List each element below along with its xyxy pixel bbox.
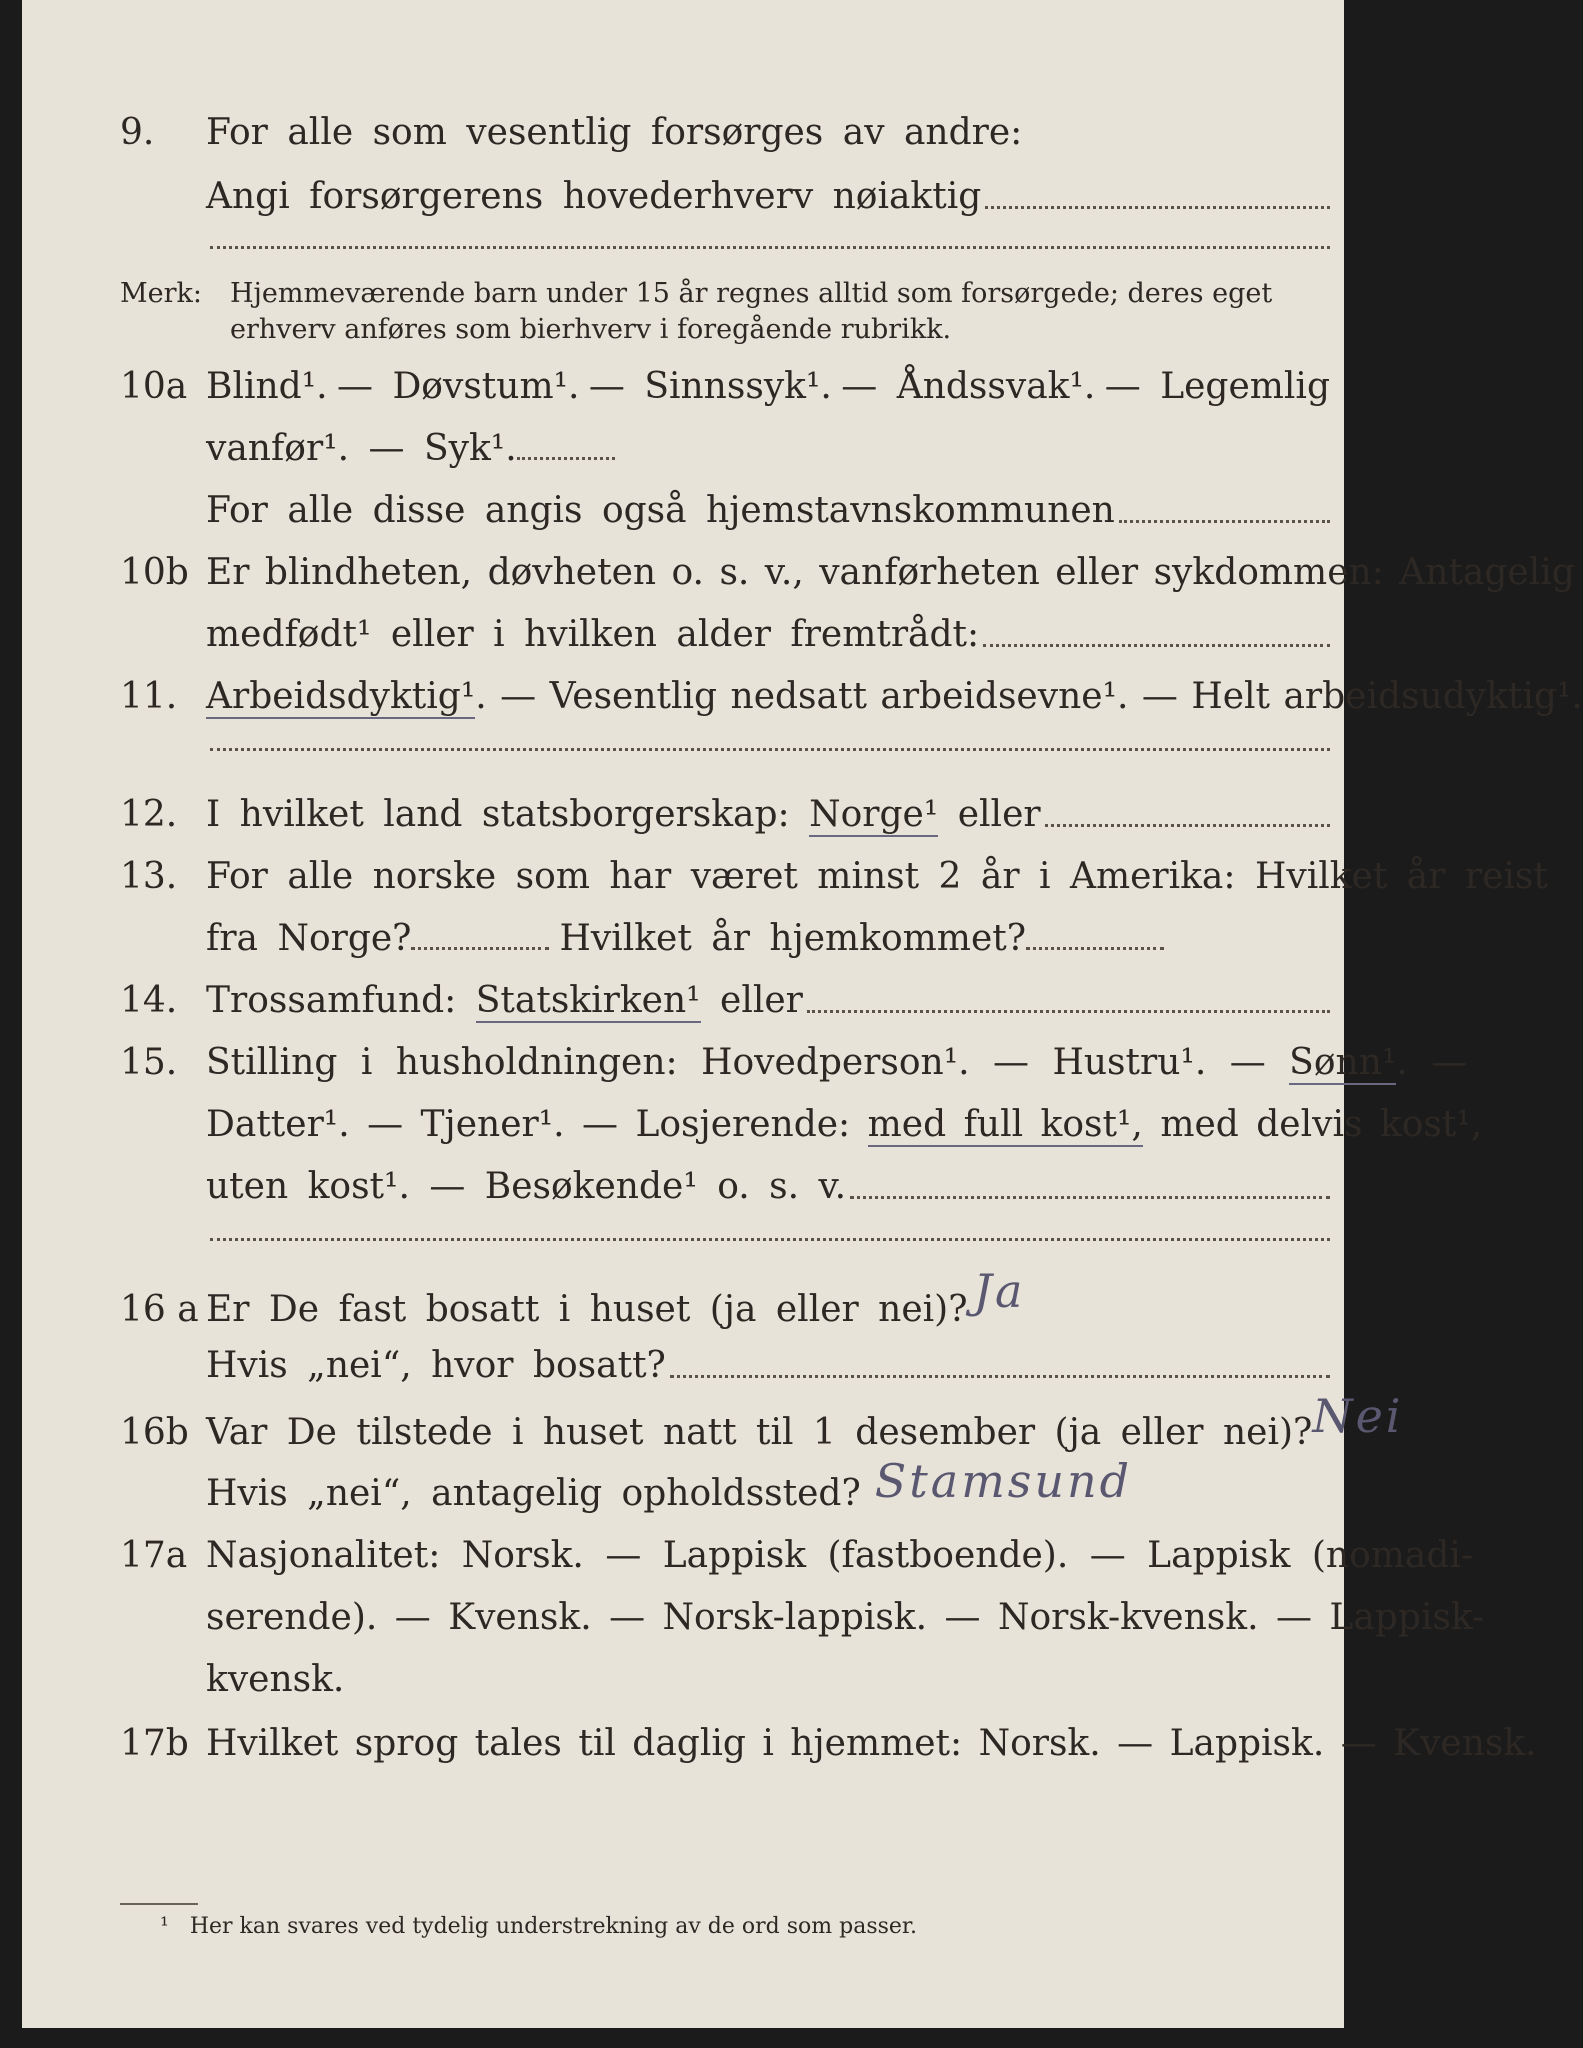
q10b	[120, 552, 1575, 594]
q17a-line2: serende). — Kvensk. — Norsk-lappisk. — Norsk-kvensk. — Lappisk-	[206, 1597, 1485, 1638]
q10b-line1: Er blindheten, døvheten o. s. v., vanførheten eller sykdommen: Antagelig	[206, 552, 1575, 593]
q17b-number: 17b	[120, 1723, 189, 1764]
q15-line3: uten kost¹. — Besøkende¹ o. s. v.	[206, 1166, 847, 1207]
footnote-text: Her kan svares ved tydelig understrekning av de ord som passer.	[189, 1914, 918, 1939]
q15-number: 15.	[120, 1042, 178, 1083]
q16b-line1: Var De tilstede i huset natt til 1 desember (ja eller nei)?	[206, 1412, 1313, 1453]
q10b-line2: medfødt¹ eller i hvilken alder fremtrådt:	[206, 614, 980, 655]
merk-text: Hjemmeværende barn under 15 år regnes alltid som forsørgede; deres eget erhverv anføres som bierhverv i foregående rubrikk.	[230, 278, 1273, 345]
q14-answer-field[interactable]	[807, 1010, 1330, 1013]
q13	[120, 856, 1548, 898]
q15-answer-field[interactable]	[850, 1196, 1330, 1199]
q12-number: 12.	[120, 794, 178, 835]
merk-label: Merk:	[120, 278, 202, 309]
footnote-marker: ¹	[160, 1914, 169, 1939]
q17a-number: 17a	[120, 1535, 188, 1576]
q10a-line3: For alle disse angis også hjemstavnskommunen	[206, 490, 1115, 531]
q10a-answer-field[interactable]	[517, 457, 615, 460]
q13-part1: fra Norge?	[206, 918, 412, 959]
q15: 15. Stilling i husholdningen: Hovedperson¹. — Hustru¹. — Sønn¹. —	[120, 1042, 1468, 1083]
q14-number: 14.	[120, 980, 178, 1021]
q11-number: 11.	[120, 676, 178, 717]
q16b	[120, 1389, 1404, 1454]
q11	[120, 676, 1583, 718]
q16a-line2: Hvis „nei“, hvor bosatt?	[206, 1345, 666, 1386]
q12-answer-field[interactable]	[1045, 824, 1330, 827]
q16a	[120, 1264, 1330, 1331]
q17a-line3: kvensk.	[206, 1659, 345, 1700]
q9-number: 9.	[120, 112, 155, 153]
q14: 14. Trossamfund: Statskirken¹ eller	[120, 980, 1330, 1022]
q16a-answer-field[interactable]	[670, 1375, 1330, 1378]
form-body: 9. For alle som vesentlig forsørges av andre: Angi forsørgerens hovederhverv nøiaktig Merk: Hjemmeværende barn under 15 år regnes alltid som forsørgede; deres eget erhverv anføres som bierhverv i foregående rubrikk. 10a Blind¹. — Døvstum¹. — Sinnssyk¹. — Åndssvak¹. — Legemlig vanfør¹. — Syk¹. For alle disse angis også hjemstavnskommunen 10b Er blindheten, døvheten o. s. v., vanførheten eller sykdommen: Antagelig medfødt¹ eller i hvilken alder fremtrådt: 11. Arbeidsdyktig¹. — Vesentlig nedsatt arbeidsevne¹. — Helt arbeidsudyktig¹. 12. I hvilket land statsborgerskap: Norge¹ eller 13. For alle norske som har været minst 2 år i Amerika: Hvilket år reist fra Norge? Hvilket år hjemkommet? 14. Trossamfund: Statskirken¹ eller 15. Stilling i husholdningen: Hovedperson¹. — Hustru¹. — Sønn¹. — Datter¹. — Tjener¹. — Losjerende: med full kost¹, med delvis kost¹, uten kost¹. — Besøkende¹ o. s. v. 16 a Er De fast bosatt i huset (ja eller nei)? Ja Hvis „nei“, hvor bosatt? 16b Var De tilstede i huset natt til 1 desember (ja eller nei)? Nei Hvis „nei“, antagelig opholdssted? Stamsund 17a Nasjonalitet: Norsk. — Lappisk (fastboende). — Lappisk (nomadi- serende). — Kvensk. — Norsk-lappisk. — Norsk-kvensk. — Lappisk- kvensk. 17b Hvilket sprog tales til daglig i hjemmet: Norsk. — Lappisk. — Kvensk.	[120, 112, 1583, 1764]
q16b-line2: Hvis „nei“, antagelig opholdssted?	[206, 1473, 861, 1514]
q13-return-field[interactable]	[1026, 947, 1164, 950]
q10a-home-field[interactable]	[1119, 520, 1330, 523]
q13-departure-field[interactable]	[411, 947, 549, 950]
q11-answer-field[interactable]	[210, 748, 1330, 751]
q13-number: 13.	[120, 856, 178, 897]
q12	[120, 794, 1330, 836]
q15-answer-field-2[interactable]	[210, 1238, 1330, 1241]
q10b-number: 10b	[120, 552, 189, 593]
q17a	[120, 1535, 1474, 1577]
q9-answer-field[interactable]	[985, 206, 1330, 209]
q17b	[120, 1723, 1537, 1765]
q10a-line2: vanfør¹. — Syk¹.	[206, 428, 517, 469]
q10b-answer-field[interactable]	[983, 644, 1330, 647]
q16a-line1: Er De fast bosatt i huset (ja eller nei)?	[206, 1289, 968, 1330]
q11-underlined-choice: Arbeidsdyktig¹	[206, 676, 476, 717]
footnote-rule	[120, 1903, 198, 1905]
q16a-handwritten-answer[interactable]: Ja	[973, 1264, 1026, 1318]
q16a-number: 16 a	[120, 1289, 199, 1330]
q12-text: I hvilket land statsborgerskap: Norge¹ eller	[206, 794, 1041, 835]
q17a-line1: Nasjonalitet: Norsk. — Lappisk (fastboende). — Lappisk (nomadi-	[206, 1535, 1474, 1576]
q9-line2: Angi forsørgerens hovederhverv nøiaktig	[206, 176, 982, 217]
q13-line1: For alle norske som har været minst 2 år i Amerika: Hvilket år reist	[206, 856, 1548, 897]
q10a	[120, 366, 1330, 408]
q16b-handwritten-answer[interactable]: Nei	[1312, 1389, 1404, 1443]
q13-part2: Hvilket år hjemkommet?	[559, 918, 1027, 959]
q9	[120, 112, 1330, 154]
merk-note	[120, 276, 1330, 348]
q15-underlined-son: Sønn¹	[1289, 1042, 1397, 1083]
q14-underlined-choice: Statskirken¹	[475, 980, 701, 1021]
q15-underlined-fullkost: med full kost¹,	[867, 1104, 1143, 1145]
q9-line1: For alle som vesentlig forsørges av andre:	[206, 112, 1023, 153]
q10a-line1: Blind¹. — Døvstum¹. — Sinnssyk¹. — Åndssvak¹. — Legemlig	[206, 366, 1330, 407]
q16b-number: 16b	[120, 1412, 189, 1453]
census-form-page	[22, 0, 1583, 2028]
q11-rest: . — Vesentlig nedsatt arbeidsevne¹. — Helt arbeidsudyktig¹.	[475, 676, 1583, 717]
footnote	[160, 1912, 917, 1942]
q10a-number: 10a	[120, 366, 188, 407]
q17b-line1: Hvilket sprog tales til daglig i hjemmet: Norsk. — Lappisk. — Kvensk.	[206, 1723, 1537, 1764]
q16b-handwritten-place[interactable]: Stamsund	[874, 1454, 1133, 1508]
q9-answer-field-2[interactable]	[210, 246, 1330, 249]
q12-underlined-choice: Norge¹	[809, 794, 939, 835]
